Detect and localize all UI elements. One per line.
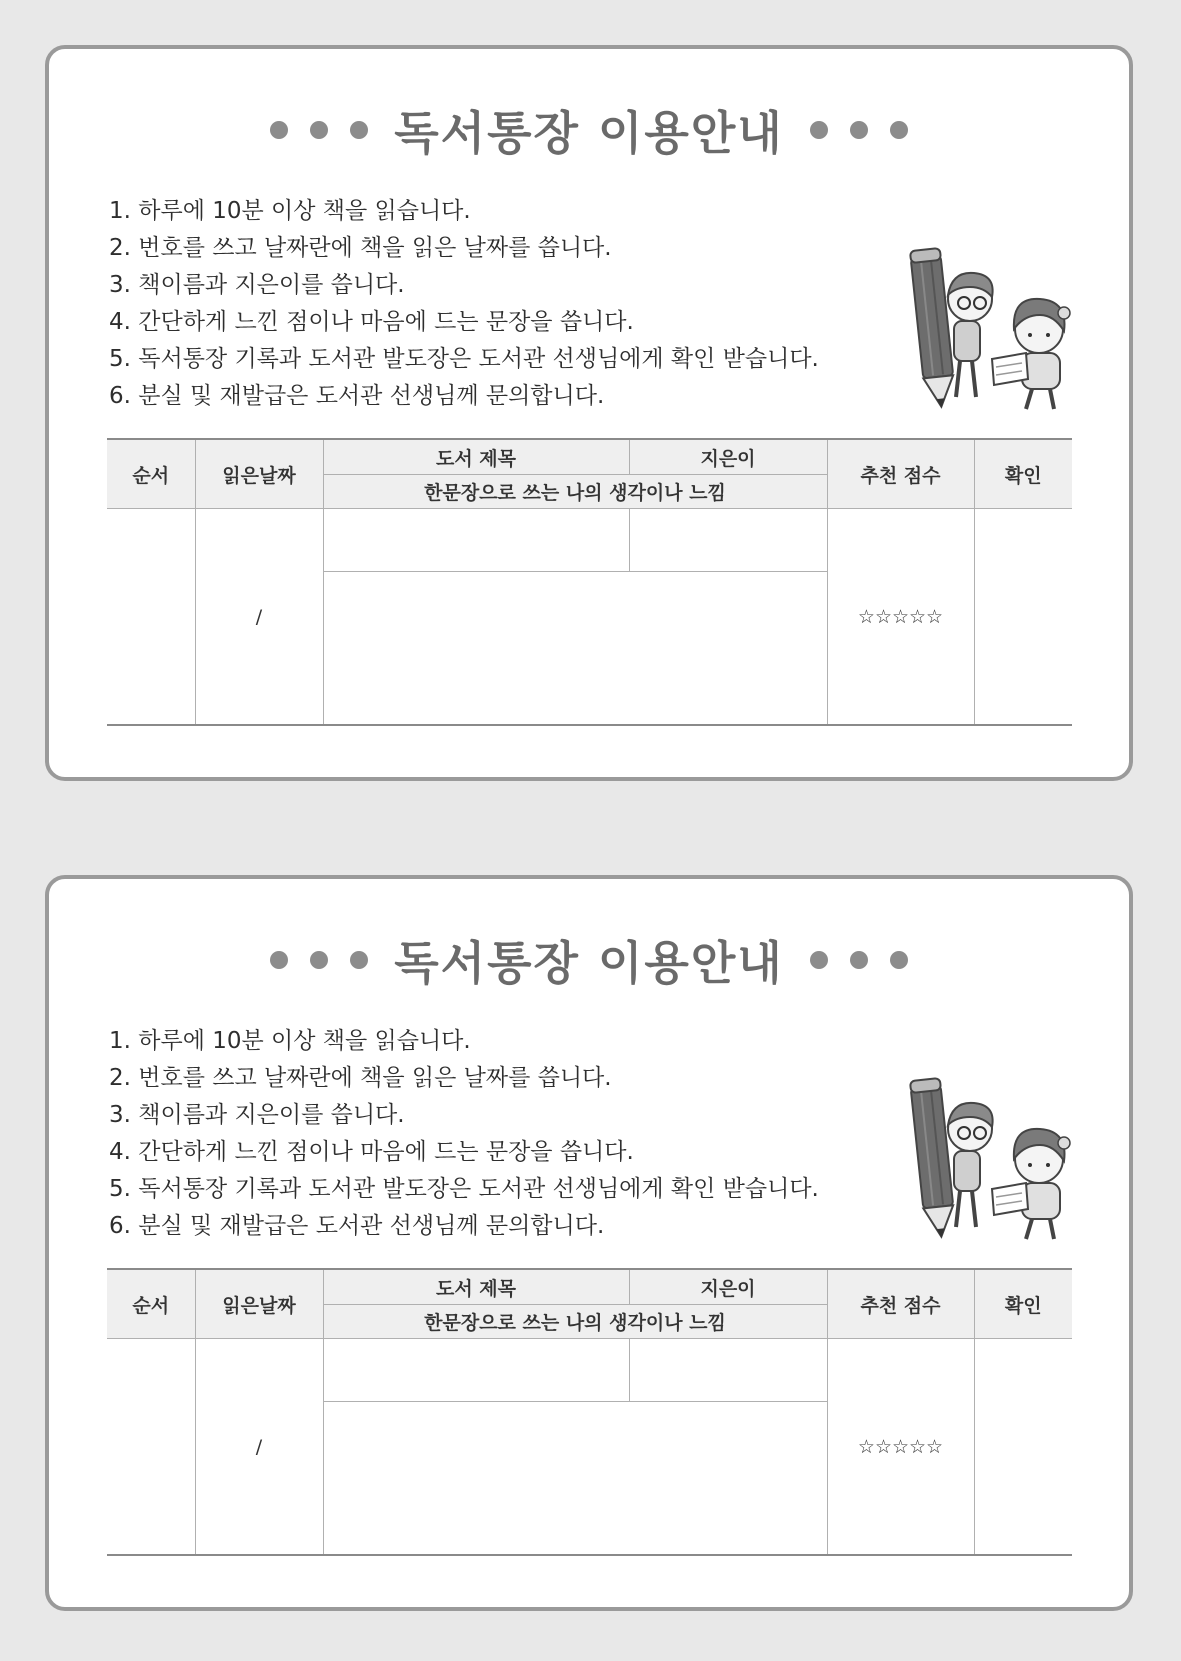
title-row xyxy=(49,927,1129,993)
reading-passbook-guide-card-2 xyxy=(45,875,1133,1611)
header-date: 읽은날짜 xyxy=(195,1269,323,1339)
star-rating[interactable]: ☆☆☆☆☆ xyxy=(827,509,974,726)
rule-item: 3. 책이름과 지은이를 씁니다. xyxy=(109,1102,405,1128)
feeling-cell[interactable] xyxy=(323,1402,827,1556)
star-rating[interactable]: ☆☆☆☆☆ xyxy=(827,1339,974,1556)
book-title-cell[interactable] xyxy=(323,509,629,572)
rule-item: 2. 번호를 쓰고 날짜란에 책을 읽은 날짜를 씁니다. xyxy=(109,1065,612,1091)
author-cell[interactable] xyxy=(629,1339,827,1402)
header-author: 지은이 xyxy=(629,1269,827,1305)
feeling-cell[interactable] xyxy=(323,572,827,726)
date-cell[interactable]: / xyxy=(195,509,323,726)
pencil-kids-illustration-icon xyxy=(904,1067,1084,1242)
header-order: 순서 xyxy=(107,439,195,509)
usage-rules-list xyxy=(109,193,819,415)
order-cell[interactable] xyxy=(107,1339,195,1556)
rule-item: 5. 독서통장 기록과 도서관 발도장은 도서관 선생님에게 확인 받습니다. xyxy=(109,1176,819,1202)
author-cell[interactable] xyxy=(629,509,827,572)
rule-item: 6. 분실 및 재발급은 도서관 선생님께 문의합니다. xyxy=(109,1213,605,1239)
rule-item: 1. 하루에 10분 이상 책을 읽습니다. xyxy=(109,1028,471,1054)
confirm-cell[interactable] xyxy=(974,1339,1072,1556)
title-dots-right xyxy=(810,121,908,139)
header-score: 추천 점수 xyxy=(827,439,974,509)
header-author: 지은이 xyxy=(629,439,827,475)
order-cell[interactable] xyxy=(107,509,195,726)
pencil-kids-illustration-icon xyxy=(904,237,1084,412)
page-title: 독서통장 이용안내 xyxy=(394,936,784,990)
header-order: 순서 xyxy=(107,1269,195,1339)
reading-log-table xyxy=(107,1268,1072,1556)
rule-item: 4. 간단하게 느낀 점이나 마음에 드는 문장을 씁니다. xyxy=(109,1139,634,1165)
rule-item: 5. 독서통장 기록과 도서관 발도장은 도서관 선생님에게 확인 받습니다. xyxy=(109,346,819,372)
header-book-title: 도서 제목 xyxy=(323,439,629,475)
page-title: 독서통장 이용안내 xyxy=(394,106,784,160)
rule-item: 4. 간단하게 느낀 점이나 마음에 드는 문장을 씁니다. xyxy=(109,309,634,335)
rule-item: 6. 분실 및 재발급은 도서관 선생님께 문의합니다. xyxy=(109,383,605,409)
date-cell[interactable]: / xyxy=(195,1339,323,1556)
rule-item: 1. 하루에 10분 이상 책을 읽습니다. xyxy=(109,198,471,224)
reading-passbook-guide-card-1 xyxy=(45,45,1133,781)
reading-log-table xyxy=(107,438,1072,726)
rule-item: 3. 책이름과 지은이를 씁니다. xyxy=(109,272,405,298)
usage-rules-list xyxy=(109,1023,819,1245)
confirm-cell[interactable] xyxy=(974,509,1072,726)
header-book-title: 도서 제목 xyxy=(323,1269,629,1305)
header-confirm: 확인 xyxy=(974,439,1072,509)
title-row xyxy=(49,97,1129,163)
header-feeling: 한문장으로 쓰는 나의 생각이나 느낌 xyxy=(323,1305,827,1339)
header-confirm: 확인 xyxy=(974,1269,1072,1339)
title-dots-right xyxy=(810,951,908,969)
header-date: 읽은날짜 xyxy=(195,439,323,509)
title-dots-left xyxy=(270,951,368,969)
header-score: 추천 점수 xyxy=(827,1269,974,1339)
title-dots-left xyxy=(270,121,368,139)
rule-item: 2. 번호를 쓰고 날짜란에 책을 읽은 날짜를 씁니다. xyxy=(109,235,612,261)
book-title-cell[interactable] xyxy=(323,1339,629,1402)
header-feeling: 한문장으로 쓰는 나의 생각이나 느낌 xyxy=(323,475,827,509)
